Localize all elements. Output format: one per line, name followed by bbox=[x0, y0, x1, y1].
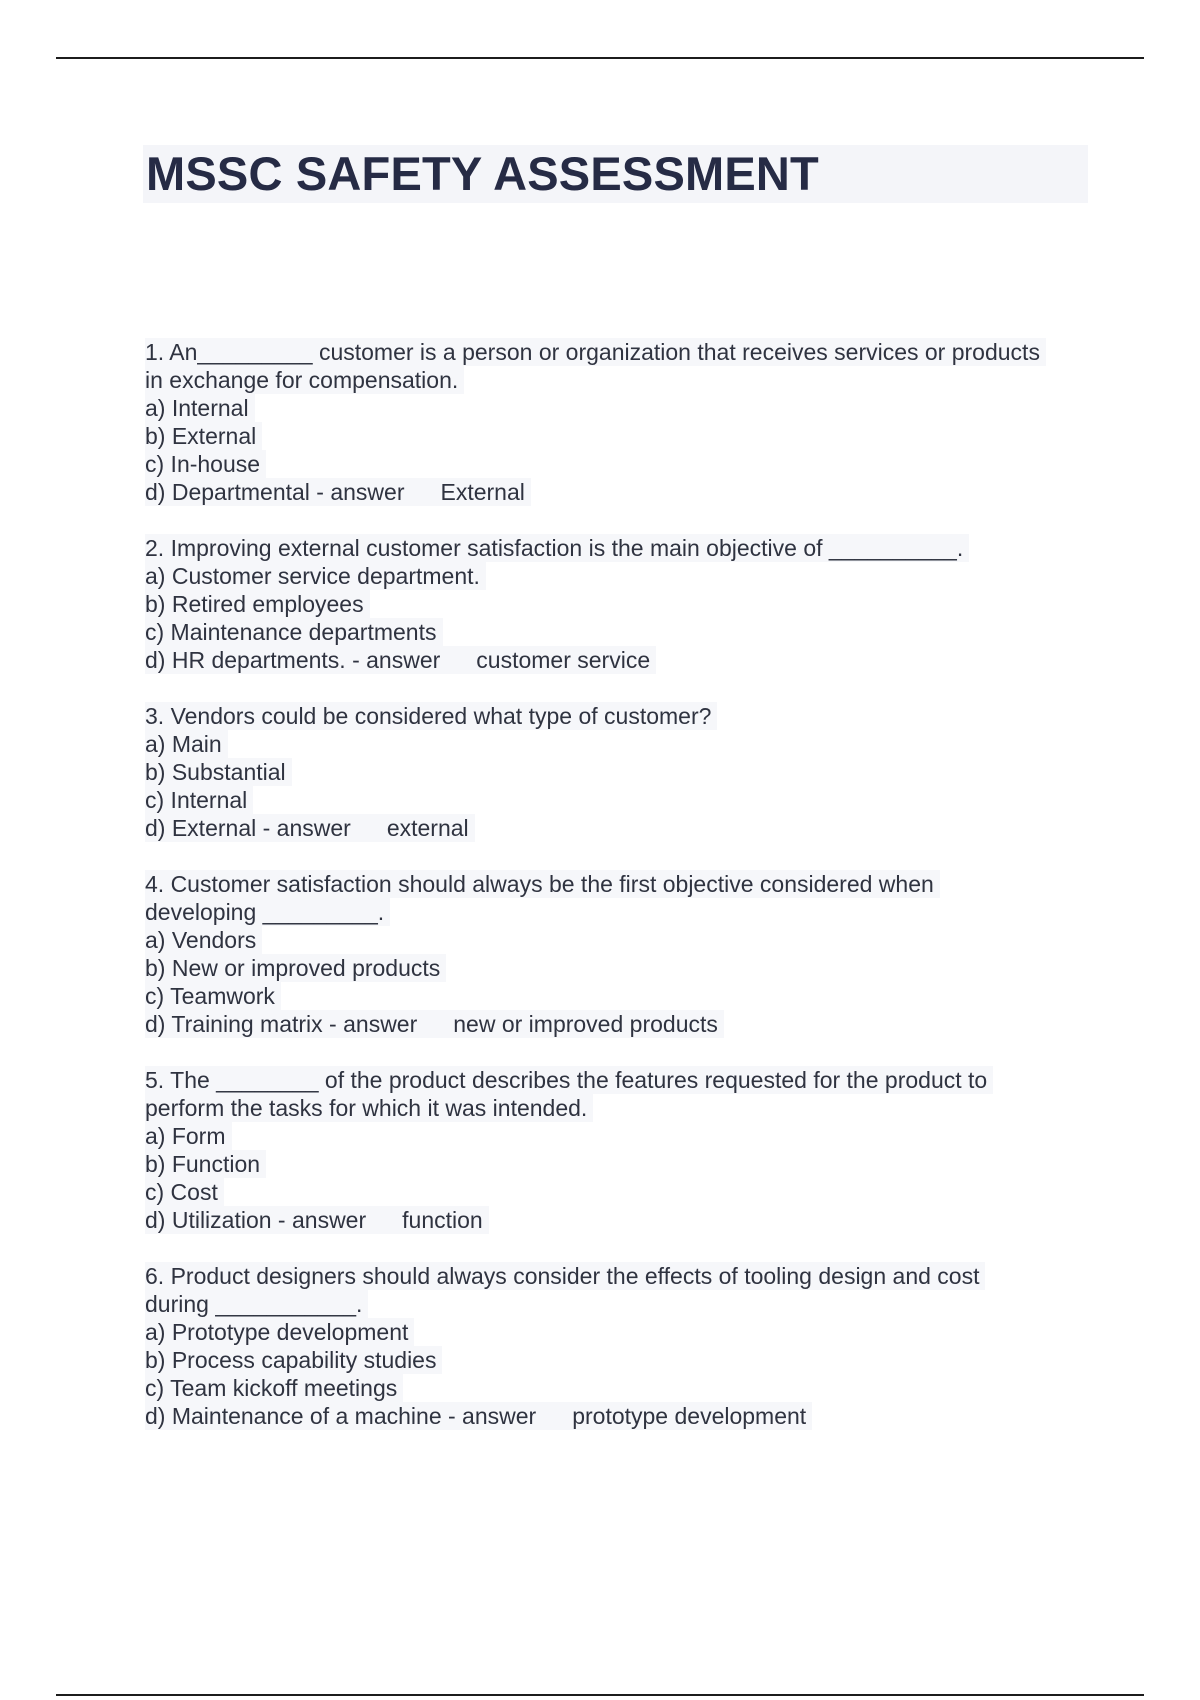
option-c: c) Team kickoff meetings bbox=[145, 1374, 403, 1402]
option-b: b) New or improved products bbox=[145, 954, 446, 982]
option-d-with-answer bbox=[145, 646, 656, 674]
option-b: b) External bbox=[145, 422, 262, 450]
question-text-line: in exchange for compensation. bbox=[145, 366, 464, 394]
option-a: a) Internal bbox=[145, 394, 255, 422]
option-c: c) Maintenance departments bbox=[145, 618, 443, 646]
question-4 bbox=[145, 870, 1090, 1038]
option-d-with-answer bbox=[145, 478, 531, 506]
option-d: d) HR departments. - answer bbox=[145, 647, 441, 673]
answer-text: prototype development bbox=[572, 1403, 807, 1429]
answer-text: new or improved products bbox=[453, 1011, 718, 1037]
option-b: b) Retired employees bbox=[145, 590, 370, 618]
question-text-line: 3. Vendors could be considered what type of customer? bbox=[145, 702, 717, 730]
option-d: d) Utilization - answer bbox=[145, 1207, 367, 1233]
option-c: c) Cost bbox=[145, 1178, 224, 1206]
question-1 bbox=[145, 338, 1090, 506]
option-b: b) Process capability studies bbox=[145, 1346, 442, 1374]
option-a: a) Main bbox=[145, 730, 228, 758]
question-5 bbox=[145, 1066, 1090, 1234]
option-c: c) Internal bbox=[145, 786, 253, 814]
question-list bbox=[145, 338, 1090, 1458]
option-a: a) Customer service department. bbox=[145, 562, 486, 590]
question-text-line: perform the tasks for which it was intended. bbox=[145, 1094, 593, 1122]
option-a: a) Form bbox=[145, 1122, 232, 1150]
top-rule bbox=[56, 57, 1144, 59]
page-title: MSSC SAFETY ASSESSMENT bbox=[146, 147, 819, 200]
option-d-with-answer bbox=[145, 1010, 724, 1038]
option-d: d) Training matrix - answer bbox=[145, 1011, 418, 1037]
option-d-with-answer bbox=[145, 814, 475, 842]
option-d-with-answer bbox=[145, 1206, 489, 1234]
question-text-line: during ___________. bbox=[145, 1290, 368, 1318]
option-b: b) Substantial bbox=[145, 758, 292, 786]
option-c: c) In-house bbox=[145, 450, 266, 478]
question-text-line: 5. The ________ of the product describes the features requested for the product to bbox=[145, 1066, 993, 1094]
question-text-line: 1. An_________ customer is a person or organization that receives services or products bbox=[145, 338, 1046, 366]
option-a: a) Vendors bbox=[145, 926, 262, 954]
question-text-line: 6. Product designers should always consider the effects of tooling design and cost bbox=[145, 1262, 985, 1290]
option-d: d) Departmental - answer bbox=[145, 479, 405, 505]
question-2 bbox=[145, 534, 1090, 674]
option-a: a) Prototype development bbox=[145, 1318, 414, 1346]
option-d: d) Maintenance of a machine - answer bbox=[145, 1403, 537, 1429]
bottom-rule bbox=[56, 1694, 1144, 1696]
option-b: b) Function bbox=[145, 1150, 266, 1178]
question-text-line: 2. Improving external customer satisfaction is the main objective of __________. bbox=[145, 534, 969, 562]
answer-text: customer service bbox=[476, 647, 651, 673]
question-3 bbox=[145, 702, 1090, 842]
question-text-line: 4. Customer satisfaction should always be the first objective considered when bbox=[145, 870, 940, 898]
answer-text: external bbox=[386, 815, 469, 841]
question-6 bbox=[145, 1262, 1090, 1430]
option-d: d) External - answer bbox=[145, 815, 351, 841]
option-c: c) Teamwork bbox=[145, 982, 281, 1010]
option-d-with-answer bbox=[145, 1402, 812, 1430]
answer-text: function bbox=[402, 1207, 483, 1233]
question-text-line: developing _________. bbox=[145, 898, 390, 926]
answer-text: External bbox=[440, 479, 525, 505]
